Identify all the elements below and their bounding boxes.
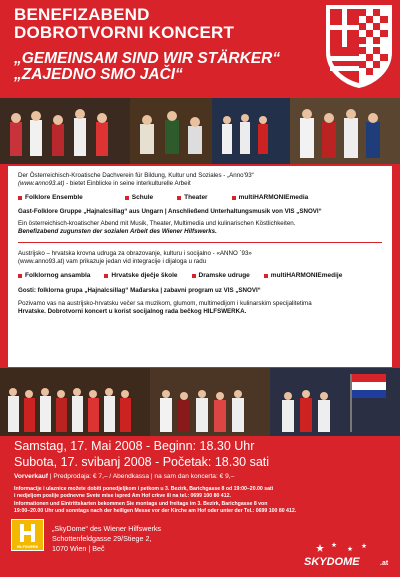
date-croatian: Subota, 17. svibanj 2008 - Početak: 18.30 sati (14, 455, 270, 469)
de-tags (18, 194, 332, 201)
bullet-icon (18, 196, 22, 200)
section-divider (18, 242, 382, 243)
de-tag-multimedia: multiHARMONIEmedia (232, 194, 309, 201)
hilfswerk-logo (11, 519, 44, 551)
ticket-details: | Predprodaja: € 7,– / Abendkassa | na sam dan koncerta: € 9,– (47, 473, 235, 480)
folklore-photos-image (0, 98, 400, 164)
skydome-logo (300, 540, 396, 568)
photo-strip-bottom (0, 368, 400, 436)
bullet-icon (264, 274, 268, 278)
bullet-icon (104, 274, 108, 278)
hilfswerk-h-icon (12, 520, 43, 550)
hr-tag-folklore: Folklornog ansambla (18, 272, 90, 279)
hr-evening-line-1: Pozivamo vas na austrijsko-hrvatsku večer sa muzikom, glumom, multimedijom i kulinarskim specijalitetima (18, 300, 312, 307)
info-line-2: i nedjeljom poslije podnevne Svete mise ispred Am Hof crkve ili na tel.: 0699 100 80 412. (14, 493, 231, 499)
slogan-line-1: „GEMEINSAM SIND WIR STÄRKER“ (14, 50, 281, 67)
de-tag-folklore: Folklore Ensemble (18, 194, 83, 201)
hr-tag-drama: Dramske udruge (192, 272, 250, 279)
star-icon (316, 542, 367, 552)
hr-evening-line-2: Hrvatske. Dobrotvorni koncert u korist socijalnog rada bečkog HILFSWERKA. (18, 308, 247, 315)
header-banner (0, 0, 400, 100)
de-evening-line: Ein österreichisch-kroatischer Abend mit Musik, Theater, Multimedia und kulinarischen Köstlichkeiten. (18, 220, 296, 227)
bullet-icon (232, 196, 236, 200)
bullet-icon (18, 274, 22, 278)
ticket-prices (14, 473, 234, 481)
title-line-2: DOBROTVORNI KONCERT (14, 23, 235, 42)
info-line-3: Informationen und Eintrittskarten bekommen Sie montags und freitags im 3. Bezirk, Barichgasse 8 von (14, 501, 268, 507)
ticket-label: Vorverkauf (14, 473, 48, 480)
de-website: (www.anno93.at) (18, 180, 65, 187)
venue-name: „SkyDome“ des Wiener Hilfswerks (52, 524, 162, 533)
de-guest-line: Gast-Folklore Gruppe „Hajnalcsillag“ aus Ungarn | Anschließend Unterhaltungsmusik von VIS „SNOVI“ (18, 208, 322, 215)
venue-city: 1070 Wien | Beč (52, 544, 105, 553)
de-intro-line-1: Der Österreichisch-Kroatische Dachverein für Bildung, Kultur und Soziales - „Anno'93“ (18, 172, 254, 179)
photo-strip-top (0, 98, 400, 164)
de-intro-line-2-rest: - bietet Einblicke in seine interkulturelle Arbeit (64, 180, 191, 187)
stage-photos-image (0, 368, 400, 436)
hr-guest-line: Gosti: folklorna grupa „Hajnalcsillag“ Mađarska | zabavni program uz VIS „SNOVI“ (18, 287, 261, 294)
info-line-4: 19:00–20.00 Uhr und sonntags nach der heiligen Messe vor der Kirche am Hof oder unter der Tel.: 0699 100 80 412. (14, 508, 297, 514)
hr-intro-line-2: (www.anno93.at) vam prikazuje jedan vid integracije i dijaloga u radu (18, 258, 207, 265)
venue-street: Schottenfeldgasse 29/Stiege 2, (52, 534, 152, 543)
bullet-icon (177, 196, 181, 200)
de-tag-theater: Theater (177, 194, 207, 201)
de-tag-school: Schule (125, 194, 153, 201)
skydome-url: .at (380, 560, 389, 567)
bullet-icon (192, 274, 196, 278)
de-intro-line-2 (18, 180, 191, 188)
skydome-wordmark: SKYDOME (304, 556, 360, 568)
content-panel (8, 166, 392, 367)
coat-of-arms-icon (325, 4, 393, 88)
hilfswerk-caption: HILFSWERK (16, 545, 39, 549)
slogan-line-2: „ZAJEDNO SMO JAČI“ (14, 66, 183, 83)
info-line-1: Informacije i ulaznice možete dobiti ponedjeljkom i petkom u 3. Bezirk, Barichgasse 8 od 19:00–20.00 sati (14, 486, 274, 492)
hr-intro-line-1: Austrijsko – hrvatska krovna udruga za obrazovanje, kulturu i socijalno - «ANNO `93» (18, 250, 252, 257)
title-line-1: BENEFIZABEND (14, 5, 150, 24)
hr-tags (18, 272, 366, 279)
bullet-icon (125, 196, 129, 200)
date-german: Samstag, 17. Mai 2008 - Beginn: 18.30 Uhr (14, 439, 255, 453)
hr-tag-multimedia: multiHARMONIEmedije (264, 272, 343, 279)
de-charity-line: Benefizabend zugunsten der sozialen Arbeit des Wiener Hilfswerks. (18, 228, 217, 235)
hr-tag-school: Hrvatske dječje škole (104, 272, 177, 279)
